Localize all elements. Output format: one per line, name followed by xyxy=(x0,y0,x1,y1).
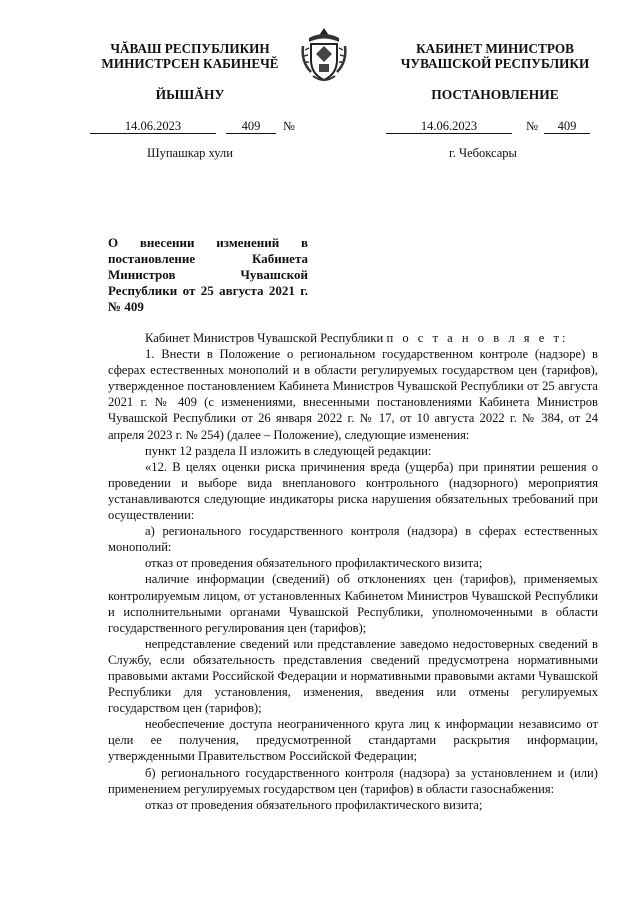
intro-verb: п о с т а н о в л я е т: xyxy=(386,331,569,345)
body-paragraph: необеспечение доступа неограниченного круга лиц к информации независимо от цели ее получения, предусмотренной стандартами раскрытия информации, утвержденными Правительством Российской Федерации; xyxy=(108,717,598,764)
number-left: 409 xyxy=(226,119,276,134)
number-sign-right: № xyxy=(526,119,538,133)
intro-subject: Кабинет Министров Чувашской Республики xyxy=(145,331,384,345)
document-body xyxy=(108,330,598,813)
date-right: 14.06.2023 xyxy=(386,119,512,134)
body-paragraph: пункт 12 раздела II изложить в следующей редакции: xyxy=(145,443,432,458)
body-paragraph: 1. Внести в Положение о региональном государственном контроле (надзоре) в сферах естественных монополий и в области регулируемых государством цен (тарифов), утвержденное постановлением Кабинета Министров Чувашской Республики от 25 августа 2021 г. № 409 (с изменениями, внесенными постановлениями Кабинета Министров Чувашской Республики от 26 января 2022 г. № 17, от 10 августа 2022 г. № 384, от 24 апреля 2023 г. № 254) (далее – Положение), следующие изменения: xyxy=(108,347,598,442)
header-right-line2: ЧУВАШСКОЙ РЕСПУБЛИКИ xyxy=(400,56,590,71)
place-left: Шупашкар хули xyxy=(147,146,233,160)
body-paragraph: а) регионального государственного контроля (надзора) в сферах естественных монополий: xyxy=(108,524,598,555)
body-paragraph: «12. В целях оценки риска причинения вреда (ущерба) при принятии решения о проведении и выборе вида внепланового контрольного (надзорного) мероприятия устанавливаются следующие индикаторы риска нарушения обязательных требований при осуществлении: xyxy=(108,459,598,523)
body-paragraph: отказ от проведения обязательного профилактического визита; xyxy=(145,797,483,812)
header-russian-authority xyxy=(380,41,610,71)
document-title: О внесении изменений в постановление Кабинета Министров Чувашской Республики от 25 августа 2021 г. № 409 xyxy=(108,235,308,314)
number-right: 409 xyxy=(544,119,590,134)
header-left-line2: МИНИСТРСЕН КАБИНЕЧĔ xyxy=(101,56,279,71)
number-sign-left: № xyxy=(283,119,295,133)
body-paragraph: непредставление сведений или представление заведомо недостоверных сведений в Службу, если обязательность представления сведений предусмотрена нормативными правовыми актами Российской Федерации и нормативными правовыми актами Чувашской Республики для установления, изменения, введения или отмены регулируемых государством цен (тарифов); xyxy=(108,636,598,716)
header-left-line1: ЧĂВАШ РЕСПУБЛИКИН xyxy=(110,41,270,56)
dateline-left xyxy=(90,119,310,135)
dateline-right xyxy=(386,119,596,135)
header-right-kind: ПОСТАНОВЛЕНИЕ xyxy=(431,87,559,102)
body-paragraph: б) регионального государственного контроля (надзора) за установлением и (или) применением регулируемых государством цен (тарифов) в области газоснабжения: xyxy=(108,765,598,796)
chuvash-coat-of-arms-icon xyxy=(299,26,349,84)
place-right: г. Чебоксары xyxy=(449,146,517,160)
body-intro xyxy=(108,330,598,346)
body-paragraph: наличие информации (сведений) об отклонениях цен (тарифов), применяемых контролируемым лицом, от установленных Кабинетом Министров Чувашской Республики и исполнительными органами Чувашской Республики, уполномоченными в области государственного регулирования цен (тарифов); xyxy=(108,572,598,635)
body-paragraph: отказ от проведения обязательного профилактического визита; xyxy=(145,556,483,571)
date-left: 14.06.2023 xyxy=(90,119,216,134)
header-chuvash-authority xyxy=(75,41,305,71)
header-right-line1: КАБИНЕТ МИНИСТРОВ xyxy=(416,41,574,56)
header-left-kind: ЙЫШĂНУ xyxy=(155,87,225,102)
